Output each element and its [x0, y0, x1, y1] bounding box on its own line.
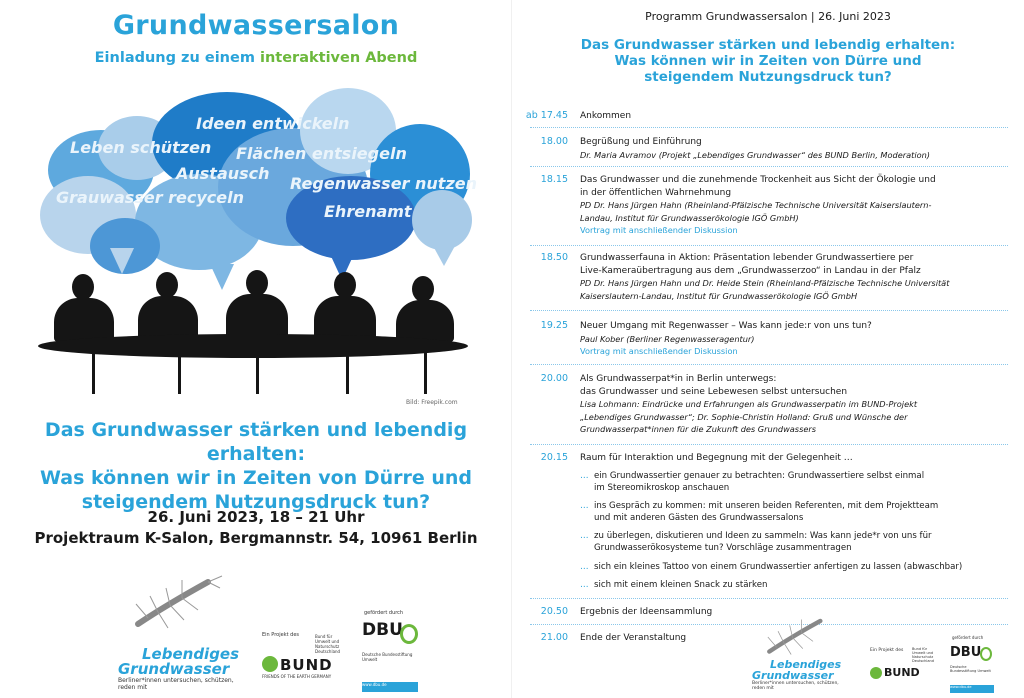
chair-leg — [256, 352, 259, 394]
bund-name: BUND — [884, 666, 920, 679]
logo-bar-right — [740, 615, 1024, 698]
schedule-title: in der öffentlichen Wahrnehmung — [580, 187, 732, 198]
chair-leg — [178, 352, 181, 394]
chair-leg — [346, 352, 349, 394]
schedule-time: 21.00 — [540, 632, 568, 643]
chair-leg — [92, 352, 95, 394]
left-heading — [0, 418, 512, 514]
bubble-word: Leben schützen — [70, 138, 212, 157]
bubble-word: Ideen entwickeln — [196, 114, 350, 133]
schedule-time: 20.00 — [540, 373, 568, 384]
schedule-title: Ende der Veranstaltung — [580, 633, 687, 643]
schedule-note: Vortrag mit anschließender Diskussion — [580, 346, 738, 357]
schedule-speaker: Grundwasserpat*innen für die Zukunft des Grundwassers — [580, 424, 817, 435]
event-subtitle — [0, 50, 512, 66]
separator — [530, 444, 1008, 445]
bund-logo — [262, 656, 338, 679]
project-label: Ein Projekt des — [262, 632, 300, 638]
bullet-dots: … — [580, 471, 589, 481]
logo-title: Grundwasser — [118, 660, 230, 678]
right-heading — [512, 37, 1024, 85]
speech-bubbles-illustration — [40, 78, 477, 408]
schedule-time: 20.15 — [540, 452, 568, 463]
dbu-logo — [362, 620, 420, 696]
person-head — [334, 272, 356, 298]
schedule-time: 18.50 — [540, 252, 568, 263]
event-date: 26. Juni 2023, 18 – 21 Uhr — [147, 508, 365, 526]
bullet-text: sich mit einem kleinen Snack zu stärken — [594, 580, 768, 590]
schedule-title: das Grundwasser und seine Lebewesen selbst untersuchen — [580, 386, 848, 397]
bubble-word: Austausch — [176, 164, 270, 183]
funded-label: gefördert durch — [952, 635, 984, 640]
bubble-word: Flächen entsiegeln — [236, 144, 407, 163]
bullet-text: zu überlegen, diskutieren und Ideen zu sammeln: Was kann jede*r von uns für — [594, 531, 932, 541]
dbu-name: DBU — [362, 620, 403, 640]
heading-line: Das Grundwasser stärken und lebendig erhalten: — [580, 37, 956, 53]
bullet-text: sich ein kleines Tattoo von einem Grundwassertier anfertigen zu lassen (abwaschbar) — [594, 562, 963, 572]
bubble-word: Grauwasser recyceln — [56, 188, 245, 207]
separator — [530, 245, 1008, 246]
bullet-dots: … — [580, 501, 589, 511]
schedule-title: Live-Kameraübertragung aus dem „Grundwasserzoo“ in Landau in der Pfalz — [580, 265, 921, 276]
bullet-text: und mit anderen Gästen des Grundwassersalons — [594, 513, 804, 524]
schedule-speaker: Landau, Institut für Grundwasserökologie IGÖ GmbH) — [580, 212, 799, 223]
schedule-title: Das Grundwasser und die zunehmende Trockenheit aus Sicht der Ökologie und — [580, 175, 936, 185]
separator — [530, 310, 1008, 311]
logo-title: Lebendiges — [142, 645, 240, 663]
lebendiges-grundwasser-logo — [118, 647, 248, 691]
bund-side-text: Bund für Umwelt und Naturschutz Deutschland — [315, 634, 341, 654]
speech-bubble — [412, 190, 472, 250]
bund-mark-icon — [870, 667, 882, 679]
image-credit: Bild: Freepik.com — [406, 399, 458, 406]
schedule-speaker: Kaiserslautern-Landau, Institut für Grundwasserökologie IGÖ GmbH — [580, 290, 858, 301]
schedule-note: Vortrag mit anschließender Diskussion — [580, 225, 738, 236]
dbu-subline: Deutsche Bundesstiftung Umwelt — [950, 665, 991, 673]
schedule-time: ab 17.45 — [525, 110, 568, 121]
person-body — [396, 300, 454, 342]
heading-line: steigendem Nutzungsdruck tun? — [81, 491, 431, 513]
heading-line: Was können wir in Zeiten von Dürre und — [39, 467, 473, 489]
bullet-text: Grundwasserökosysteme tun? Vorschläge zusammentragen — [594, 543, 852, 554]
logo-tagline: Berliner*innen untersuchen, schützen, reden mit — [752, 681, 839, 691]
schedule-speaker: PD Dr. Hans Jürgen Hahn (Rheinland-Pfälzische Technische Universität Kaiserslautern- — [580, 200, 932, 211]
event-venue: Projektraum K-Salon, Bergmannstr. 54, 10961 Berlin — [34, 529, 478, 547]
dbu-name: DBU — [950, 645, 982, 660]
schedule-speaker: Paul Kober (Berliner Regenwasseragentur) — [580, 333, 755, 344]
page-divider — [511, 0, 512, 698]
bullet-dots: … — [580, 580, 589, 590]
person-body — [54, 298, 114, 342]
funded-label: gefördert durch — [364, 610, 404, 616]
person-head — [156, 272, 178, 298]
person-body — [138, 296, 198, 340]
dbu-subline: Deutsche Bundesstiftung Umwelt — [362, 652, 413, 662]
schedule-speaker: Lisa Lohmann: Eindrücke und Erfahrungen als Grundwasserpatin im BUND-Projekt — [580, 399, 918, 410]
chair-leg — [424, 352, 427, 394]
bubble-tail — [432, 244, 456, 266]
heading-line: steigendem Nutzungsdruck tun? — [644, 69, 892, 85]
bund-subline: FRIENDS OF THE EARTH GERMANY — [262, 674, 332, 679]
person-head — [246, 270, 268, 296]
bund-mark-icon — [262, 656, 278, 672]
schedule-time: 18.00 — [540, 136, 568, 147]
schedule-title: Als Grundwasserpat*in in Berlin unterwegs: — [580, 374, 777, 384]
schedule-title: Grundwasserfauna in Aktion: Präsentation lebender Grundwassertiere per — [580, 253, 914, 263]
schedule-title: Raum für Interaktion und Begegnung mit der Gelegenheit … — [580, 453, 853, 463]
subtitle-text: Einladung zu einem — [94, 50, 260, 66]
bubble-tail — [110, 248, 134, 274]
separator — [530, 364, 1008, 365]
bubble-word: Regenwasser nutzen — [290, 174, 477, 193]
bullet-text: ein Grundwassertier genauer zu betrachten: Grundwassertiere selbst einmal — [594, 471, 925, 481]
separator — [530, 127, 1008, 128]
bullet-dots: … — [580, 562, 589, 572]
schedule-time: 20.50 — [540, 606, 568, 617]
dbu-drop-icon — [980, 647, 992, 661]
logo-title: Lebendiges — [770, 658, 842, 671]
schedule-speaker: PD Dr. Hans Jürgen Hahn und Dr. Heide Stein (Rheinland-Pfälzische Technische Universität — [580, 278, 950, 289]
bullet-text: ins Gespräch zu kommen: mit unseren beiden Referenten, mit dem Projektteam — [594, 501, 939, 511]
person-head — [412, 276, 434, 302]
lebendiges-grundwasser-logo — [752, 659, 852, 691]
logo-bar — [0, 570, 512, 698]
dbu-drop-icon — [400, 624, 418, 644]
logo-title: Grundwasser — [752, 669, 834, 682]
bullet-text: im Stereomikroskop anschauen — [594, 483, 730, 494]
bubble-tail — [210, 264, 234, 290]
person-head — [72, 274, 94, 300]
heading-line: Was können wir in Zeiten von Dürre und — [614, 53, 922, 69]
heading-line: Das Grundwasser stärken und lebendig erhalten: — [44, 419, 468, 465]
separator — [530, 166, 1008, 167]
logo-tagline: Berliner*innen untersuchen, schützen, reden mit — [118, 677, 234, 691]
schedule-speaker: Dr. Maria Avramov (Projekt „Lebendiges Grundwasser“ des BUND Berlin, Moderation) — [580, 149, 930, 160]
bund-name: BUND — [280, 656, 333, 674]
dbu-url: www.dbu.de — [950, 685, 994, 693]
project-label: Ein Projekt des — [870, 648, 904, 653]
bubble-word: Ehrenamt — [324, 202, 412, 221]
groundwater-creature-icon — [762, 615, 832, 659]
event-title: Grundwassersalon — [112, 10, 400, 41]
meeting-table — [38, 334, 468, 358]
schedule-speaker: „Lebendiges Grundwasser“; Dr. Sophie-Christin Holland: Gruß und Wünsche der — [580, 411, 908, 422]
separator — [530, 598, 1008, 599]
bund-side-text: Bund für Umwelt und Naturschutz Deutschland — [912, 647, 934, 663]
schedule-title: Begrüßung und Einführung — [580, 137, 702, 147]
subtitle-highlight: interaktiven Abend — [260, 50, 418, 66]
schedule-time: 18.15 — [540, 174, 568, 185]
person-body — [314, 296, 376, 340]
groundwater-creature-icon — [128, 574, 224, 634]
schedule-title: Ankommen — [580, 111, 632, 121]
dbu-url: www.dbu.de — [362, 682, 418, 692]
schedule-time: 19.25 — [540, 320, 568, 331]
schedule-title: Neuer Umgang mit Regenwasser – Was kann jede:r von uns tun? — [580, 321, 872, 331]
bullet-dots: … — [580, 531, 589, 541]
schedule-title: Ergebnis der Ideensammlung — [580, 607, 713, 617]
program-header: Programm Grundwassersalon | 26. Juni 2023 — [645, 10, 891, 23]
